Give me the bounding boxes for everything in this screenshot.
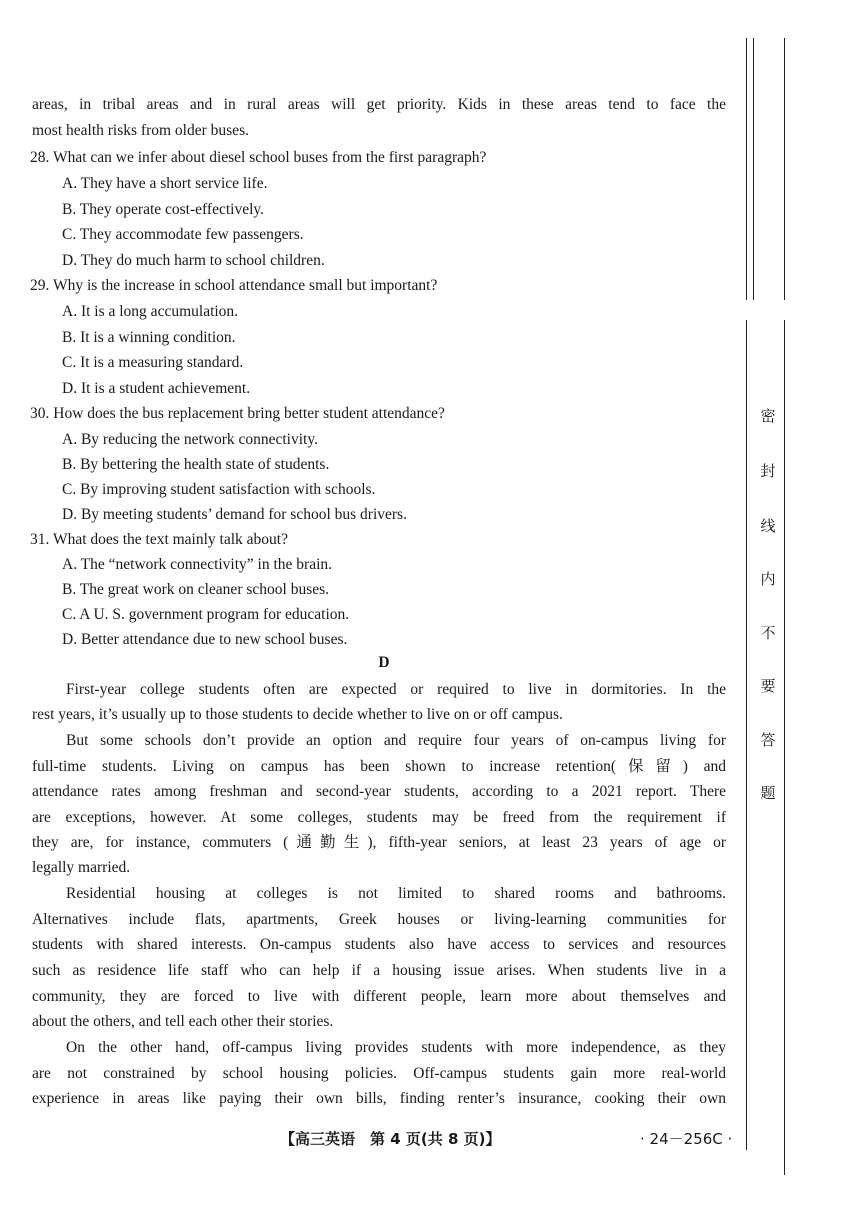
passage-d-line: experience in areas like paying their own bills, finding renter’s insurance, cooking their own (32, 1090, 726, 1107)
question-29-option-a: A. It is a long accumulation. (62, 303, 239, 320)
question-31-option-a: A. The “network connectivity” in the brain. (62, 556, 333, 573)
passage-d-line: such as residence life staff who can help if a housing issue arises. When students live in a (32, 962, 726, 979)
question-30-stem: 30. How does the bus replacement bring better student attendance? (30, 405, 445, 422)
binding-line (753, 38, 754, 300)
question-30-option-c: C. By improving student satisfaction with schools. (62, 481, 376, 498)
question-29-stem: 29. Why is the increase in school attendance small but important? (30, 277, 438, 294)
question-28-option-d: D. They do much harm to school children. (62, 252, 325, 269)
question-30-option-b: B. By bettering the health state of students. (62, 456, 330, 473)
passage-d-line: But some schools don’t provide an option and require four years of on-campus living for (66, 732, 726, 749)
seal-notice-char: 内 (760, 570, 776, 588)
question-28-option-a: A. They have a short service life. (62, 175, 268, 192)
passage-c-line: areas, in tribal areas and in rural areas will get priority. Kids in these areas tend to face the (32, 96, 726, 113)
question-29-option-d: D. It is a student achievement. (62, 380, 251, 397)
passage-d-line: full-time students. Living on campus has been shown to increase retention(保留) and (32, 758, 726, 775)
passage-d-line: Residential housing at colleges is not limited to shared rooms and bathrooms. (66, 885, 726, 902)
passage-d-line: are not constrained by school housing policies. Off-campus students gain more real-world (32, 1065, 726, 1082)
passage-d-line: Alternatives include flats, apartments, Greek houses or living-learning communities for (32, 911, 726, 928)
question-29-option-c: C. It is a measuring standard. (62, 354, 244, 371)
question-31-stem: 31. What does the text mainly talk about? (30, 531, 288, 548)
passage-d-line: legally married. (32, 859, 131, 876)
binding-line (746, 320, 747, 1150)
question-31-option-b: B. The great work on cleaner school buses. (62, 581, 330, 598)
seal-notice-char: 封 (760, 462, 776, 480)
seal-notice-char: 线 (760, 517, 776, 535)
passage-d-line: community, they are forced to live with different people, learn more about themselves and (32, 988, 726, 1005)
section-d-heading: D (378, 654, 390, 671)
passage-d-line: attendance rates among freshman and second-year students, according to a 2021 report. There (32, 783, 726, 800)
exam-code: · 24－256C · (640, 1130, 733, 1148)
binding-line (746, 38, 747, 300)
passage-d-line: about the others, and tell each other their stories. (32, 1013, 334, 1030)
passage-d-line: On the other hand, off-campus living provides students with more independence, as they (66, 1039, 726, 1056)
question-28-option-b: B. They operate cost-effectively. (62, 201, 264, 218)
seal-notice-char: 题 (760, 784, 776, 802)
question-30-option-a: A. By reducing the network connectivity. (62, 431, 318, 448)
seal-notice-char: 密 (760, 407, 776, 425)
seal-notice-char: 答 (760, 731, 776, 749)
passage-c-line: most health risks from older buses. (32, 122, 249, 139)
question-28-option-c: C. They accommodate few passengers. (62, 226, 304, 243)
passage-d-line: rest years, it’s usually up to those students to decide whether to live on or off campus. (32, 706, 563, 723)
seal-notice-char: 要 (760, 677, 776, 695)
passage-d-line: are exceptions, however. At some colleges, students may be freed from the requirement if (32, 809, 726, 826)
question-30-option-d: D. By meeting students’ demand for school bus drivers. (62, 506, 407, 523)
question-31-option-d: D. Better attendance due to new school buses. (62, 631, 348, 648)
binding-line (784, 38, 785, 300)
seal-notice-char: 不 (760, 624, 776, 642)
question-31-option-c: C. A U. S. government program for education. (62, 606, 350, 623)
passage-d-line: students with shared interests. On-campus students also have access to services and resources (32, 936, 726, 953)
passage-d-line: First-year college students often are expected or required to live in dormitories. In the (66, 681, 726, 698)
question-29-option-b: B. It is a winning condition. (62, 329, 236, 346)
passage-d-line: they are, for instance, commuters (通勤生), fifth-year seniors, at least 23 years of age or (32, 834, 726, 851)
question-28-stem: 28. What can we infer about diesel school buses from the first paragraph? (30, 149, 487, 166)
binding-line (784, 320, 785, 1175)
page-footer-label: 【高三英语 第 4 页(共 8 页)】 (280, 1130, 501, 1148)
